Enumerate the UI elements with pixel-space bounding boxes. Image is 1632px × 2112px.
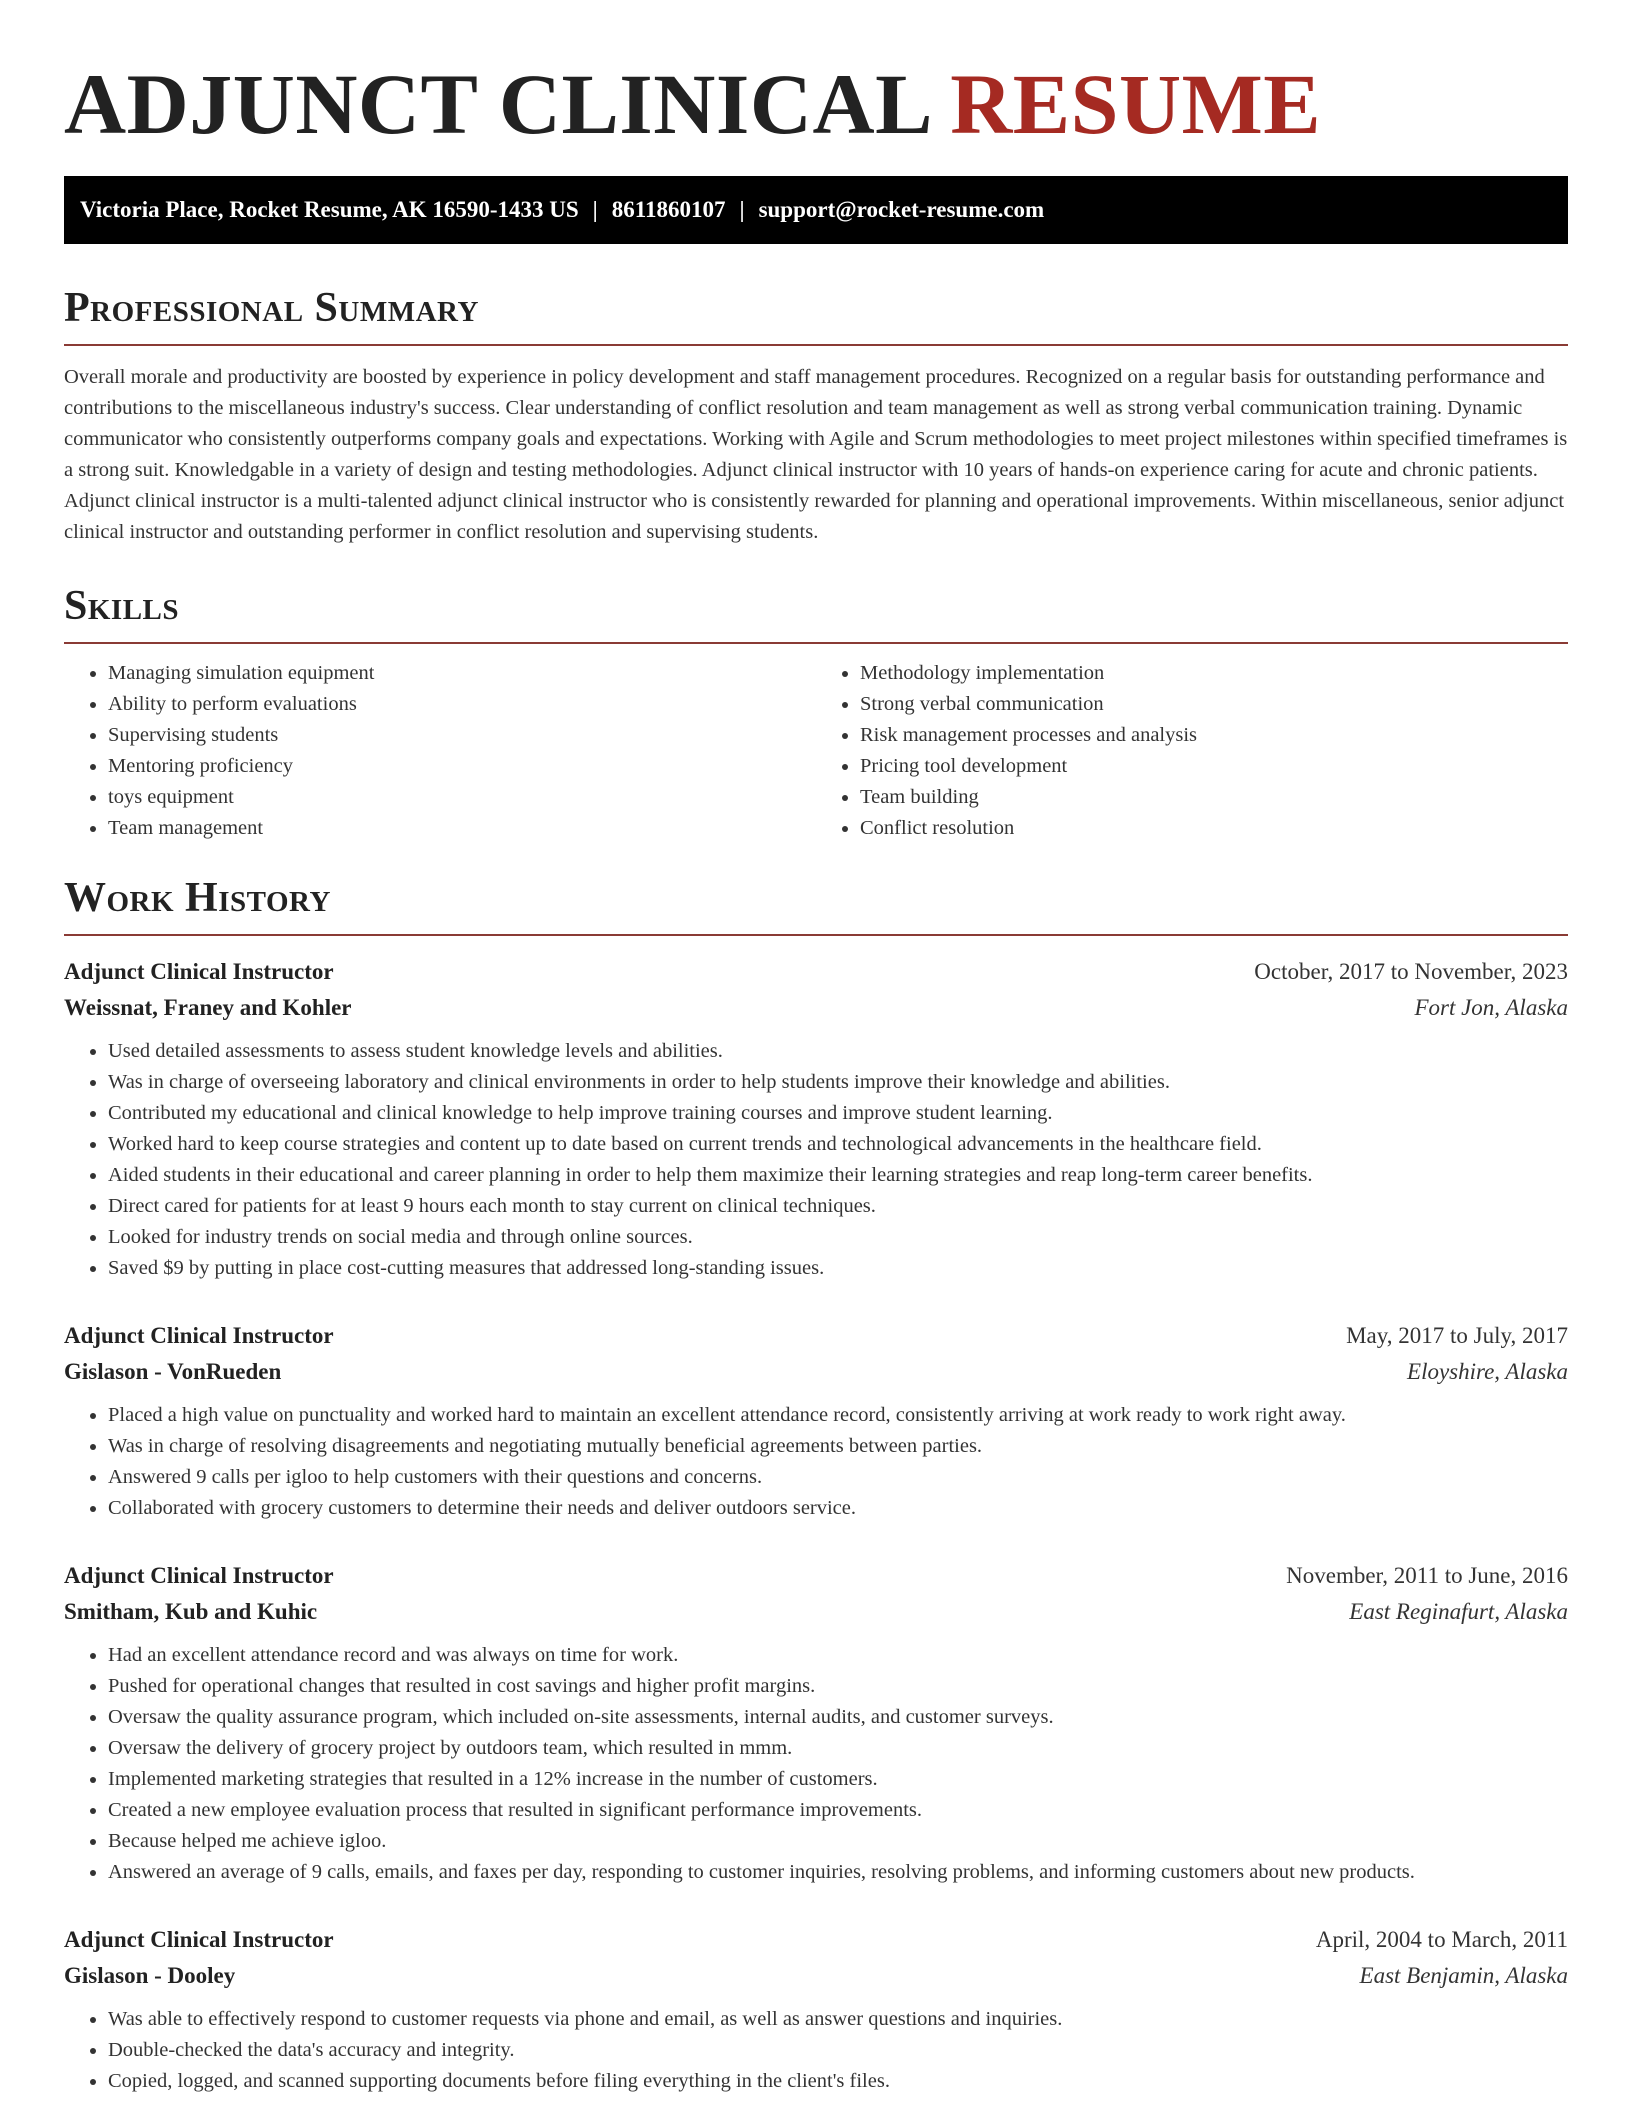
job-bullet: • Answered an average of 9 calls, emails, and faxes per day, responding to customer inquiries, resolving problems, and informing customers about new products. <box>108 1857 1568 1888</box>
job-subheader-row <box>64 1958 1568 1994</box>
job-bullet: • Collaborated with grocery customers to determine their needs and deliver outdoors service. <box>108 1493 1568 1524</box>
job-company: Weissnat, Franey and Kohler <box>64 995 352 1020</box>
job-bullet: • Was able to effectively respond to customer requests via phone and email, as well as answer questions and inquiries. <box>108 2004 1568 2035</box>
job-location: Fort Jon, Alaska <box>1414 995 1568 1020</box>
job-bullet: • Had an excellent attendance record and was always on time for work. <box>108 1640 1568 1671</box>
job-bullet: • Pushed for operational changes that resulted in cost savings and higher profit margins. <box>108 1671 1568 1702</box>
job-title: Adjunct Clinical Instructor <box>64 1927 334 1952</box>
job-bullet: • Oversaw the delivery of grocery project by outdoors team, which resulted in mmm. <box>108 1733 1568 1764</box>
job-entry <box>64 1922 1568 2097</box>
job-dates: October, 2017 to November, 2023 <box>1254 959 1568 984</box>
skill-item: • Risk management processes and analysis <box>860 720 1568 751</box>
job-bullet: • Because helped me achieve igloo. <box>108 1826 1568 1857</box>
job-title: Adjunct Clinical Instructor <box>64 1323 334 1348</box>
job-subheader-row <box>64 1594 1568 1630</box>
skills-list-right <box>816 658 1568 844</box>
job-bullet: • Double-checked the data's accuracy and integrity. <box>108 2035 1568 2066</box>
title-accent: RESUME <box>950 56 1322 152</box>
skill-item: • Strong verbal communication <box>860 689 1568 720</box>
summary-heading: Professional Summary <box>64 285 479 331</box>
job-header-row <box>64 1558 1568 1594</box>
job-dates: May, 2017 to July, 2017 <box>1346 1323 1568 1348</box>
job-bullet: • Direct cared for patients for at least 9 hours each month to stay current on clinical techniques. <box>108 1191 1568 1222</box>
job-location: East Reginafurt, Alaska <box>1349 1599 1568 1624</box>
skills-list-left <box>64 658 816 844</box>
job-header-row <box>64 954 1568 990</box>
job-bullet: • Worked hard to keep course strategies and content up to date based on current trends and technological advancements in the healthcare field. <box>108 1129 1568 1160</box>
job-bullet: • Saved $9 by putting in place cost-cutting measures that addressed long-standing issues. <box>108 1253 1568 1284</box>
skill-item: • Mentoring proficiency <box>108 751 816 782</box>
job-bullet: • Aided students in their educational and career planning in order to help them maximize their learning strategies and reap long-term career benefits. <box>108 1160 1568 1191</box>
skill-item: • Team management <box>108 813 816 844</box>
job-title: Adjunct Clinical Instructor <box>64 959 334 984</box>
job-bullet: • Answered 9 calls per igloo to help customers with their questions and concerns. <box>108 1462 1568 1493</box>
job-header-row <box>64 1922 1568 1958</box>
contact-address: Victoria Place, Rocket Resume, AK 16590-1433 US <box>80 197 579 222</box>
job-entry <box>64 954 1568 1284</box>
skill-item: • Managing simulation equipment <box>108 658 816 689</box>
job-bullet: • Copied, logged, and scanned supporting documents before filing everything in the client's files. <box>108 2066 1568 2097</box>
job-location: East Benjamin, Alaska <box>1359 1963 1568 1988</box>
skills-section <box>64 580 1568 844</box>
job-bullets <box>64 2004 1568 2097</box>
skill-item: • Supervising students <box>108 720 816 751</box>
section-divider <box>64 934 1568 936</box>
job-company: Gislason - Dooley <box>64 1963 236 1988</box>
job-bullet: • Created a new employee evaluation process that resulted in significant performance improvements. <box>108 1795 1568 1826</box>
job-company: Smitham, Kub and Kuhic <box>64 1599 318 1624</box>
job-subheader-row <box>64 990 1568 1026</box>
job-dates: April, 2004 to March, 2011 <box>1315 1927 1568 1952</box>
job-bullet: • Implemented marketing strategies that resulted in a 12% increase in the number of customers. <box>108 1764 1568 1795</box>
summary-section <box>64 282 1568 548</box>
contact-separator: | <box>592 197 598 222</box>
section-divider <box>64 344 1568 346</box>
job-bullet: • Oversaw the quality assurance program, which included on-site assessments, internal audits, and customer surveys. <box>108 1702 1568 1733</box>
job-bullets <box>64 1640 1568 1888</box>
summary-text: Overall morale and productivity are boosted by experience in policy development and staff management procedures. Recognized on a regular basis for outstanding performance and contributions to the miscellaneous industry's success. Clear understanding of conflict resolution and team management as well as strong verbal communication training. Dynamic communicator who consistently outperforms company goals and expectations. Working with Agile and Scrum methodologies to meet project milestones within specified timeframes is a strong suit. Knowledgable in a variety of design and testing methodologies. Adjunct clinical instructor with 10 years of hands-on experience caring for acute and chronic patients. Adjunct clinical instructor is a multi-talented adjunct clinical instructor who is consistently rewarded for planning and operational improvements. Within miscellaneous, senior adjunct clinical instructor and outstanding performer in conflict resolution and supervising students. <box>64 366 1568 543</box>
job-bullet: • Was in charge of overseeing laboratory and clinical environments in order to help students improve their knowledge and abilities. <box>108 1067 1568 1098</box>
contact-email: support@rocket-resume.com <box>758 197 1045 222</box>
contact-bar <box>64 176 1568 244</box>
work-history-heading: Work History <box>64 875 331 921</box>
skill-item: • Ability to perform evaluations <box>108 689 816 720</box>
job-bullet: • Placed a high value on punctuality and worked hard to maintain an excellent attendance record, consistently arriving at work ready to work right away. <box>108 1400 1568 1431</box>
job-dates: November, 2011 to June, 2016 <box>1286 1563 1568 1588</box>
job-title: Adjunct Clinical Instructor <box>64 1563 334 1588</box>
job-entry <box>64 1558 1568 1888</box>
skill-item: • Pricing tool development <box>860 751 1568 782</box>
job-bullets <box>64 1036 1568 1284</box>
skills-grid <box>64 658 1568 844</box>
resume-title <box>64 56 1568 152</box>
skills-heading: Skills <box>64 583 180 629</box>
job-header-row <box>64 1318 1568 1354</box>
skill-item: • Methodology implementation <box>860 658 1568 689</box>
section-divider <box>64 642 1568 644</box>
job-bullets <box>64 1400 1568 1524</box>
title-main: ADJUNCT CLINICAL <box>64 56 929 152</box>
skill-item: • Team building <box>860 782 1568 813</box>
contact-phone: 8611860107 <box>611 197 726 222</box>
skill-item: • Conflict resolution <box>860 813 1568 844</box>
job-location: Eloyshire, Alaska <box>1407 1359 1568 1384</box>
job-bullet: • Used detailed assessments to assess student knowledge levels and abilities. <box>108 1036 1568 1067</box>
job-company: Gislason - VonRueden <box>64 1359 282 1384</box>
work-history-section <box>64 872 1568 2097</box>
job-bullet: • Was in charge of resolving disagreements and negotiating mutually beneficial agreements between parties. <box>108 1431 1568 1462</box>
contact-separator: | <box>739 197 745 222</box>
job-subheader-row <box>64 1354 1568 1390</box>
job-entry <box>64 1318 1568 1524</box>
job-bullet: • Contributed my educational and clinical knowledge to help improve training courses and improve student learning. <box>108 1098 1568 1129</box>
skill-item: • toys equipment <box>108 782 816 813</box>
job-bullet: • Looked for industry trends on social media and through online sources. <box>108 1222 1568 1253</box>
